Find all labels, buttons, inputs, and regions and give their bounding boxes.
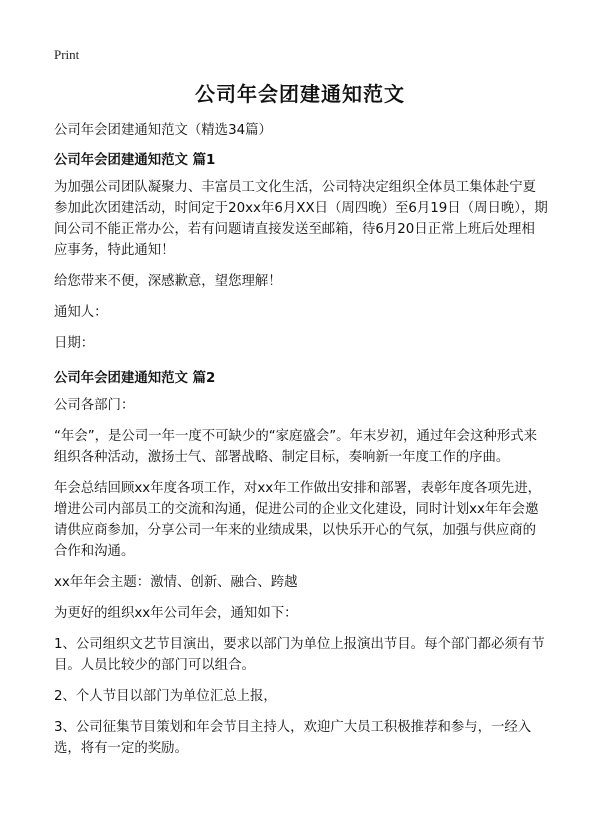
section-heading-2: 公司年会团建通知范文 篇2 [54, 371, 216, 386]
section-2-paragraph: 年会总结回顾xx年度各项工作，对xx年工作做出安排和部署，表彰年度各项先进，增进公司内部员工的交流和沟通，促进公司的企业文化建设，同时计划xx年年会邀请供应商参加，分享公司一年来的业绩成果，以快乐开心的气氛，加强与供应商的合作和沟通。 [54, 481, 541, 559]
document-content [54, 120, 548, 769]
document-subtitle: 公司年会团建通知范文（精选34篇） [54, 123, 272, 138]
section-1-paragraph: 给您带来不便，深感歉意，望您理解！ [54, 274, 282, 289]
section-2-paragraph: 3、公司征集节目策划和年会节目主持人，欢迎广大员工积极推荐和参与，一经入选，将有一定的奖励。 [54, 720, 532, 756]
section-2-paragraph: 2、个人节目以部门为单位汇总上报， [54, 689, 277, 704]
section-1-paragraph: 通知人： [54, 305, 108, 320]
document-title: 公司年会团建通知范文 [195, 82, 405, 106]
section-2-paragraph: “年会”，是公司一年一度不可缺少的“家庭盛会”。年末岁初，通过年会这种形式来组织各种活动，激扬士气、部署战略、制定目标，奏响新一年度工作的序曲。 [54, 429, 538, 465]
section-2-paragraph: xx年年会主题：激情、创新、融合、跨越 [54, 575, 298, 590]
print-link[interactable]: Print [54, 47, 80, 62]
section-1-paragraph: 为加强公司团队凝聚力、丰富员工文化生活，公司特决定组织全体员工集体赴宁夏参加此次团建活动，时间定于20xx年6月XX日（周四晚）至6月19日（周日晚），期间公司不能正常办公，若有问题请直接发送至邮箱，待6月20日正常上班后处理相应事务，特此通知！ [54, 180, 548, 258]
section-2-paragraph: 公司各部门： [54, 398, 135, 413]
section-1-paragraph: 日期： [54, 336, 95, 351]
section-2-paragraph: 为更好的组织xx年公司年会，通知如下： [54, 606, 298, 621]
section-2-paragraph: 1、公司组织文艺节目演出，要求以部门为单位上报演出节目。每个部门都必须有节目。人员比较少的部门可以组合。 [54, 637, 545, 673]
section-heading-1: 公司年会团建通知范文 篇1 [54, 153, 216, 168]
